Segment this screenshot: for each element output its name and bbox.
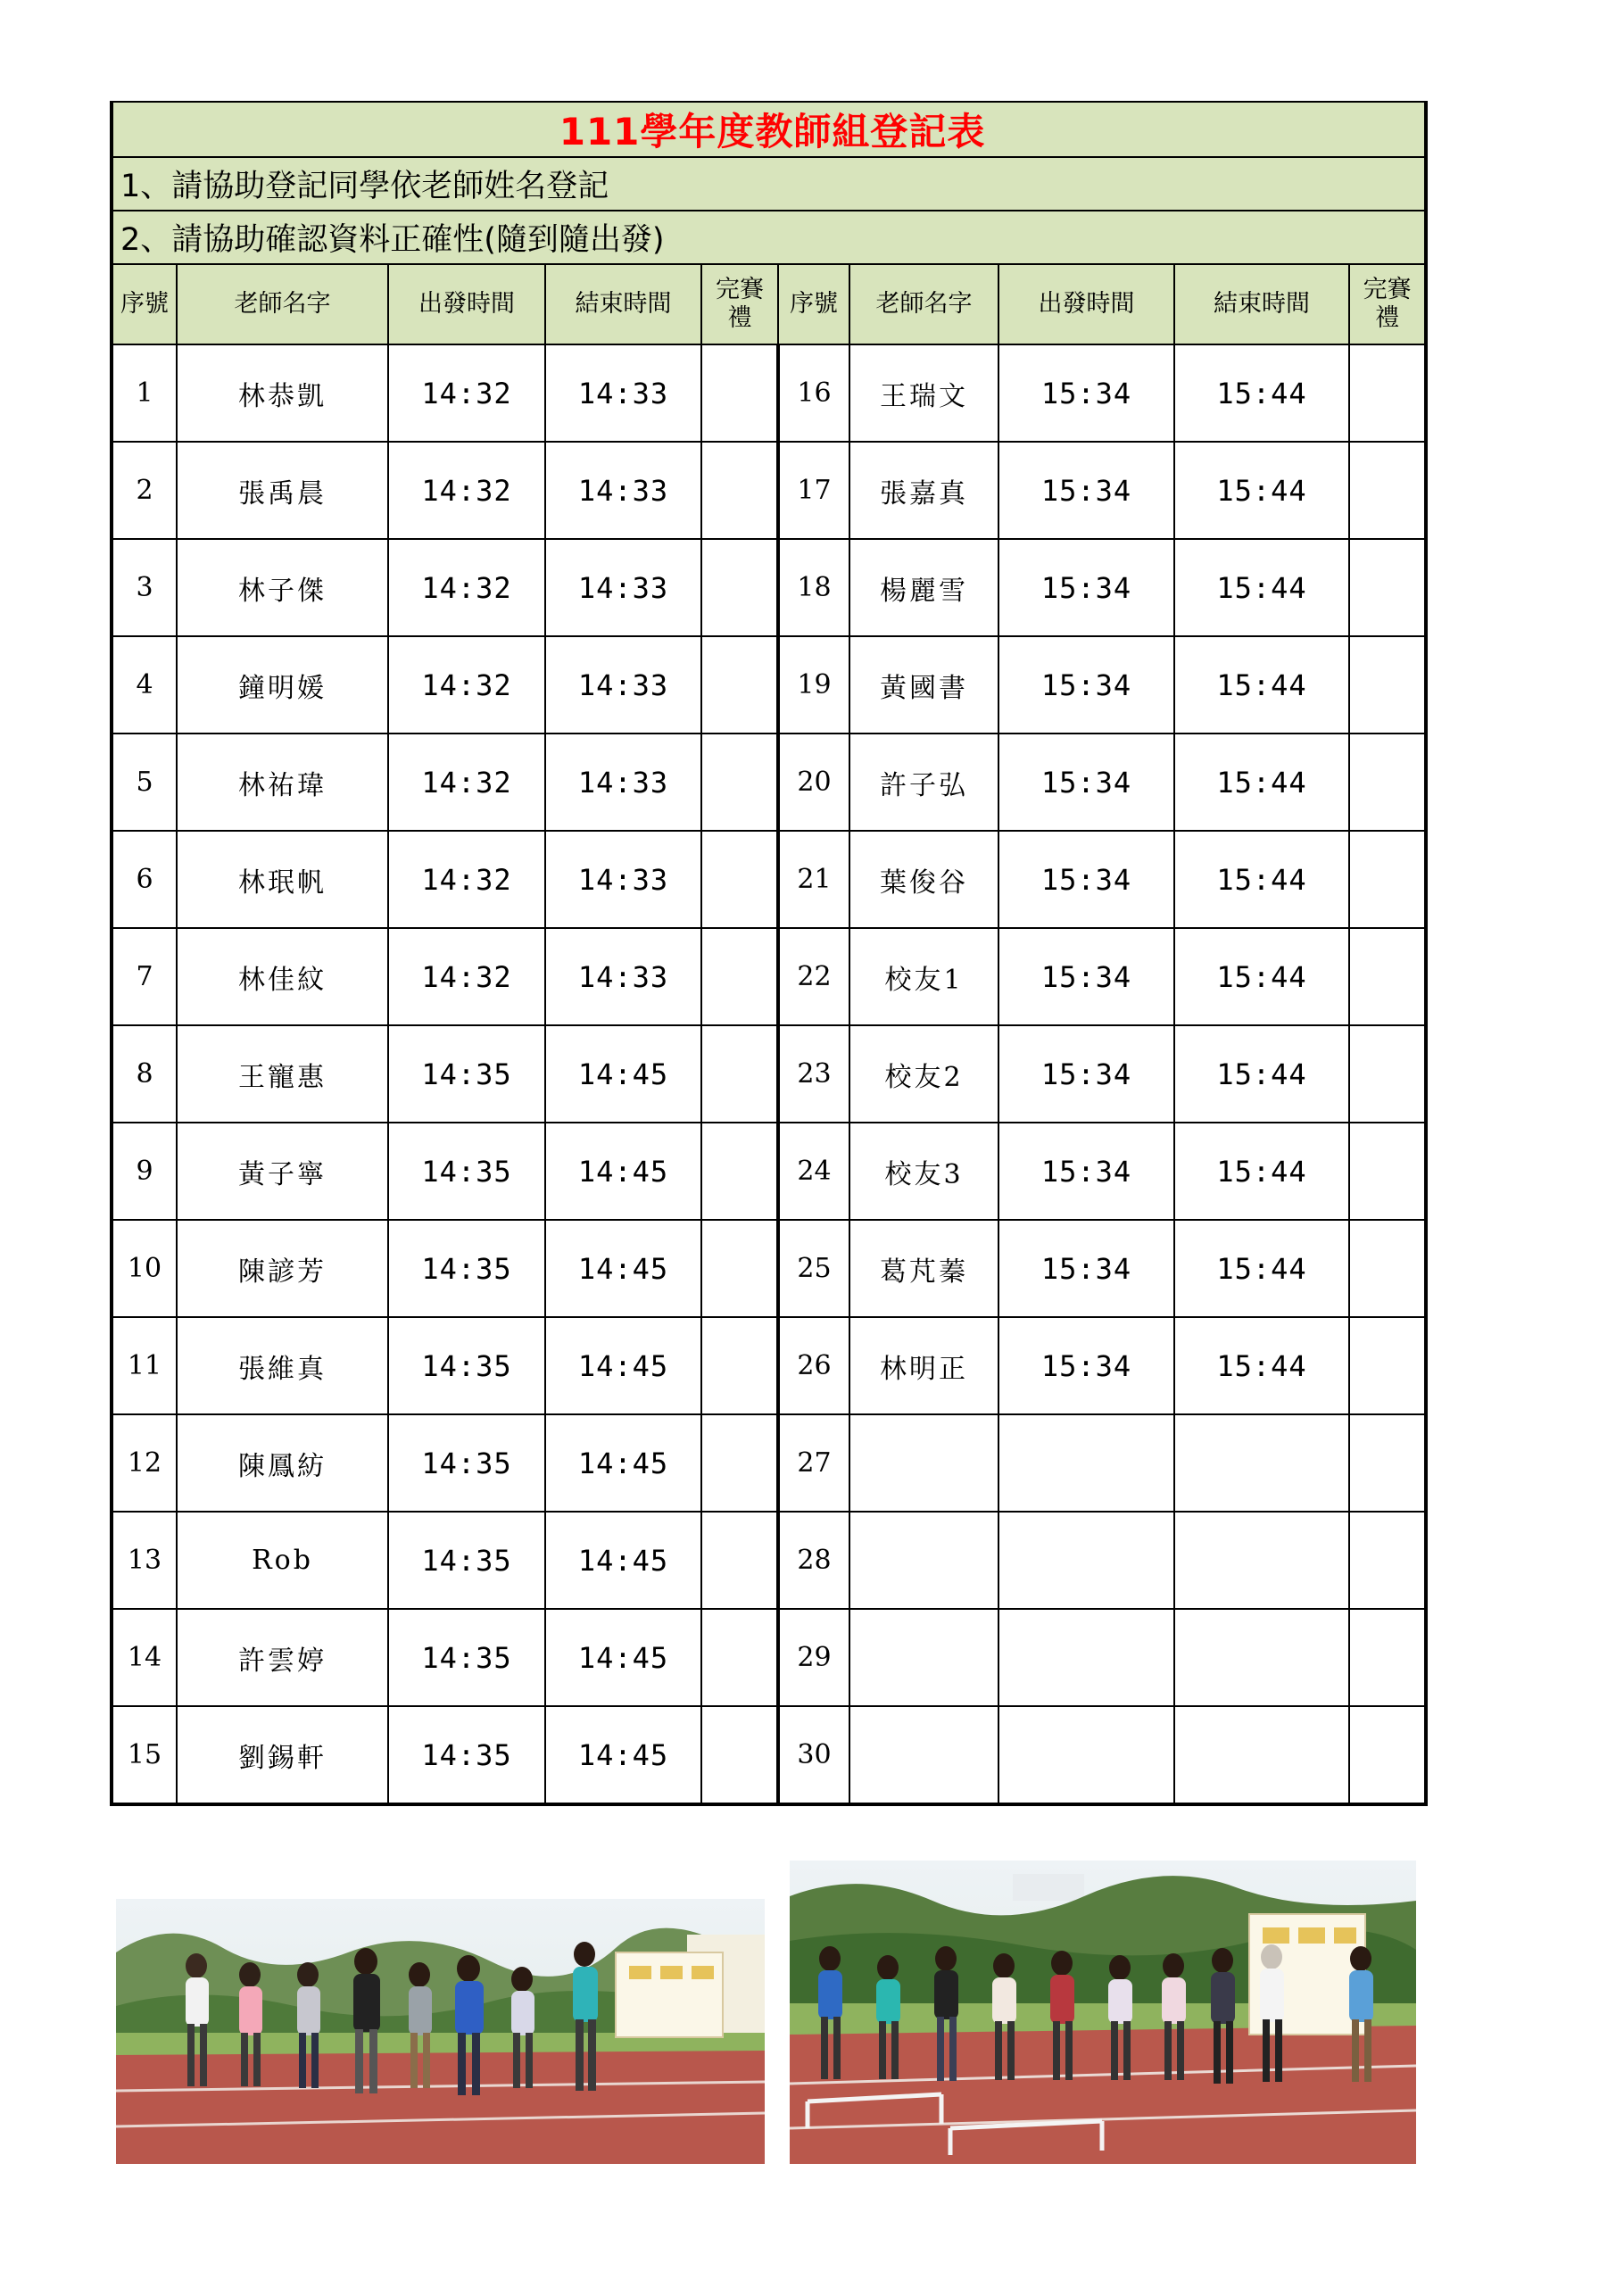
finish-gift-cell (701, 1512, 778, 1609)
finish-gift-cell (1349, 928, 1426, 1025)
end-time: 14:33 (545, 734, 701, 831)
header-gift (701, 264, 778, 344)
end-time (1174, 1609, 1349, 1706)
start-time: 15:34 (998, 442, 1174, 539)
end-time: 14:45 (545, 1512, 701, 1609)
teacher-name: Rob (177, 1512, 388, 1609)
end-time: 15:44 (1174, 1317, 1349, 1414)
end-time: 15:44 (1174, 1025, 1349, 1123)
table-row (112, 1609, 1426, 1706)
start-time (998, 1512, 1174, 1609)
teacher-name: 張維真 (177, 1317, 388, 1414)
finish-gift-cell (1349, 344, 1426, 442)
finish-gift-cell (701, 1123, 778, 1220)
teacher-name: 許雲婷 (177, 1609, 388, 1706)
finish-gift-cell (1349, 1220, 1426, 1317)
end-time (1174, 1706, 1349, 1804)
finish-gift-cell (701, 442, 778, 539)
header-gift (1349, 264, 1426, 344)
finish-gift-cell (1349, 1123, 1426, 1220)
end-time: 14:45 (545, 1220, 701, 1317)
end-time: 15:44 (1174, 831, 1349, 928)
end-time: 15:44 (1174, 1220, 1349, 1317)
teacher-name: 葛芃蓁 (849, 1220, 998, 1317)
start-time: 14:35 (388, 1220, 545, 1317)
finish-gift-cell (701, 1025, 778, 1123)
row-number: 29 (778, 1609, 849, 1706)
start-time (998, 1609, 1174, 1706)
finish-gift-cell (1349, 1414, 1426, 1512)
header-gift-line1: 完賽 (1363, 275, 1412, 303)
teacher-name: 林恭凱 (177, 344, 388, 442)
table-row (112, 1123, 1426, 1220)
end-time: 14:33 (545, 831, 701, 928)
header-start: 出發時間 (388, 264, 545, 344)
start-time: 15:34 (998, 1123, 1174, 1220)
row-number: 20 (778, 734, 849, 831)
teacher-name: 校友3 (849, 1123, 998, 1220)
end-time: 14:45 (545, 1414, 701, 1512)
row-number: 27 (778, 1414, 849, 1512)
end-time: 15:44 (1174, 1123, 1349, 1220)
end-time: 14:45 (545, 1025, 701, 1123)
end-time: 15:44 (1174, 539, 1349, 636)
start-time: 14:32 (388, 344, 545, 442)
teacher-name: 黃子寧 (177, 1123, 388, 1220)
running-track-photo-icon (116, 1899, 765, 2164)
finish-gift-cell (701, 831, 778, 928)
finish-gift-cell (1349, 831, 1426, 928)
finish-gift-cell (1349, 442, 1426, 539)
start-time: 14:35 (388, 1706, 545, 1804)
finish-gift-cell (1349, 1706, 1426, 1804)
row-number: 19 (778, 636, 849, 734)
table-row (112, 1317, 1426, 1414)
start-time: 14:32 (388, 636, 545, 734)
start-time: 15:34 (998, 831, 1174, 928)
end-time: 15:44 (1174, 442, 1349, 539)
finish-gift-cell (701, 539, 778, 636)
finish-gift-cell (1349, 1512, 1426, 1609)
header-name: 老師名字 (849, 264, 998, 344)
row-number: 3 (112, 539, 177, 636)
end-time (1174, 1512, 1349, 1609)
row-number: 9 (112, 1123, 177, 1220)
row-number: 6 (112, 831, 177, 928)
running-track-photo-icon (790, 1861, 1416, 2164)
finish-gift-cell (701, 734, 778, 831)
table-row (112, 1512, 1426, 1609)
teacher-name: 張嘉真 (849, 442, 998, 539)
teacher-name: 校友1 (849, 928, 998, 1025)
row-number: 22 (778, 928, 849, 1025)
registration-table (110, 101, 1428, 1806)
teacher-name: 張禹晨 (177, 442, 388, 539)
finish-gift-cell (1349, 1609, 1426, 1706)
start-time (998, 1706, 1174, 1804)
finish-gift-cell (701, 1414, 778, 1512)
column-header-row (112, 264, 1426, 344)
start-time: 15:34 (998, 734, 1174, 831)
row-number: 5 (112, 734, 177, 831)
start-time: 14:35 (388, 1317, 545, 1414)
start-time: 15:34 (998, 1025, 1174, 1123)
table-row (112, 442, 1426, 539)
teacher-name: 林明正 (849, 1317, 998, 1414)
finish-gift-cell (1349, 636, 1426, 734)
start-time: 14:32 (388, 734, 545, 831)
end-time: 14:45 (545, 1609, 701, 1706)
table-row (112, 539, 1426, 636)
row-number: 17 (778, 442, 849, 539)
end-time: 14:33 (545, 636, 701, 734)
header-name: 老師名字 (177, 264, 388, 344)
instruction-2: 2、請協助確認資料正確性(隨到隨出發) (112, 211, 1426, 264)
start-time: 15:34 (998, 1220, 1174, 1317)
row-number: 11 (112, 1317, 177, 1414)
header-start: 出發時間 (998, 264, 1174, 344)
teacher-name: 王寵惠 (177, 1025, 388, 1123)
table-row (112, 344, 1426, 442)
row-number: 13 (112, 1512, 177, 1609)
row-number: 21 (778, 831, 849, 928)
finish-gift-cell (701, 344, 778, 442)
finish-gift-cell (701, 1706, 778, 1804)
row-number: 26 (778, 1317, 849, 1414)
finish-gift-cell (701, 1317, 778, 1414)
teacher-name: 林珉帆 (177, 831, 388, 928)
header-end: 結束時間 (1174, 264, 1349, 344)
teacher-name (849, 1706, 998, 1804)
teacher-name (849, 1414, 998, 1512)
teacher-name: 王瑞文 (849, 344, 998, 442)
start-time: 14:32 (388, 539, 545, 636)
table-row (112, 1220, 1426, 1317)
finish-gift-cell (701, 928, 778, 1025)
row-number: 16 (778, 344, 849, 442)
table-row (112, 1414, 1426, 1512)
start-time: 14:35 (388, 1025, 545, 1123)
table-row (112, 1025, 1426, 1123)
end-time: 14:45 (545, 1317, 701, 1414)
end-time: 15:44 (1174, 636, 1349, 734)
instruction-1: 1、請協助登記同學依老師姓名登記 (112, 157, 1426, 211)
end-time: 14:45 (545, 1123, 701, 1220)
header-gift-line2: 禮 (1375, 304, 1400, 332)
end-time: 15:44 (1174, 928, 1349, 1025)
end-time: 15:44 (1174, 734, 1349, 831)
teacher-name: 陳鳳紡 (177, 1414, 388, 1512)
teacher-name: 林佳紋 (177, 928, 388, 1025)
table-row (112, 636, 1426, 734)
table-row (112, 734, 1426, 831)
teacher-name: 鐘明媛 (177, 636, 388, 734)
row-number: 12 (112, 1414, 177, 1512)
end-time: 14:33 (545, 539, 701, 636)
start-time: 14:32 (388, 831, 545, 928)
row-number: 14 (112, 1609, 177, 1706)
end-time: 15:44 (1174, 344, 1349, 442)
table-row (112, 1706, 1426, 1804)
end-time: 14:45 (545, 1706, 701, 1804)
row-number: 23 (778, 1025, 849, 1123)
row-number: 1 (112, 344, 177, 442)
table-row (112, 928, 1426, 1025)
start-time: 15:34 (998, 344, 1174, 442)
finish-gift-cell (701, 1220, 778, 1317)
finish-gift-cell (1349, 734, 1426, 831)
end-time: 14:33 (545, 344, 701, 442)
teacher-name: 陳諺芳 (177, 1220, 388, 1317)
row-number: 24 (778, 1123, 849, 1220)
finish-gift-cell (1349, 1025, 1426, 1123)
row-number: 30 (778, 1706, 849, 1804)
header-no: 序號 (778, 264, 849, 344)
event-photo-left (116, 1899, 765, 2164)
teacher-name (849, 1609, 998, 1706)
start-time: 14:35 (388, 1123, 545, 1220)
row-number: 28 (778, 1512, 849, 1609)
row-number: 15 (112, 1706, 177, 1804)
finish-gift-cell (701, 636, 778, 734)
header-gift-line1: 完賽 (716, 275, 764, 303)
teacher-name: 許子弘 (849, 734, 998, 831)
header-gift-line2: 禮 (727, 304, 752, 332)
start-time: 15:34 (998, 1317, 1174, 1414)
start-time: 14:32 (388, 442, 545, 539)
start-time: 14:35 (388, 1414, 545, 1512)
teacher-name: 劉錫軒 (177, 1706, 388, 1804)
start-time: 14:35 (388, 1512, 545, 1609)
teacher-name: 楊麗雪 (849, 539, 998, 636)
start-time (998, 1414, 1174, 1512)
row-number: 7 (112, 928, 177, 1025)
teacher-name: 黃國書 (849, 636, 998, 734)
event-photo-right (790, 1861, 1416, 2164)
start-time: 15:34 (998, 539, 1174, 636)
start-time: 15:34 (998, 928, 1174, 1025)
teacher-name: 校友2 (849, 1025, 998, 1123)
teacher-name: 林子傑 (177, 539, 388, 636)
finish-gift-cell (1349, 539, 1426, 636)
end-time (1174, 1414, 1349, 1512)
row-number: 25 (778, 1220, 849, 1317)
end-time: 14:33 (545, 442, 701, 539)
end-time: 14:33 (545, 928, 701, 1025)
start-time: 14:35 (388, 1609, 545, 1706)
row-number: 4 (112, 636, 177, 734)
teacher-name: 葉俊谷 (849, 831, 998, 928)
table-row (112, 831, 1426, 928)
start-time: 15:34 (998, 636, 1174, 734)
page-title: 111學年度教師組登記表 (112, 102, 1426, 157)
row-number: 2 (112, 442, 177, 539)
finish-gift-cell (1349, 1317, 1426, 1414)
row-number: 18 (778, 539, 849, 636)
teacher-name (849, 1512, 998, 1609)
teacher-name: 林祐瑋 (177, 734, 388, 831)
finish-gift-cell (701, 1609, 778, 1706)
header-no: 序號 (112, 264, 177, 344)
row-number: 10 (112, 1220, 177, 1317)
header-end: 結束時間 (545, 264, 701, 344)
start-time: 14:32 (388, 928, 545, 1025)
row-number: 8 (112, 1025, 177, 1123)
